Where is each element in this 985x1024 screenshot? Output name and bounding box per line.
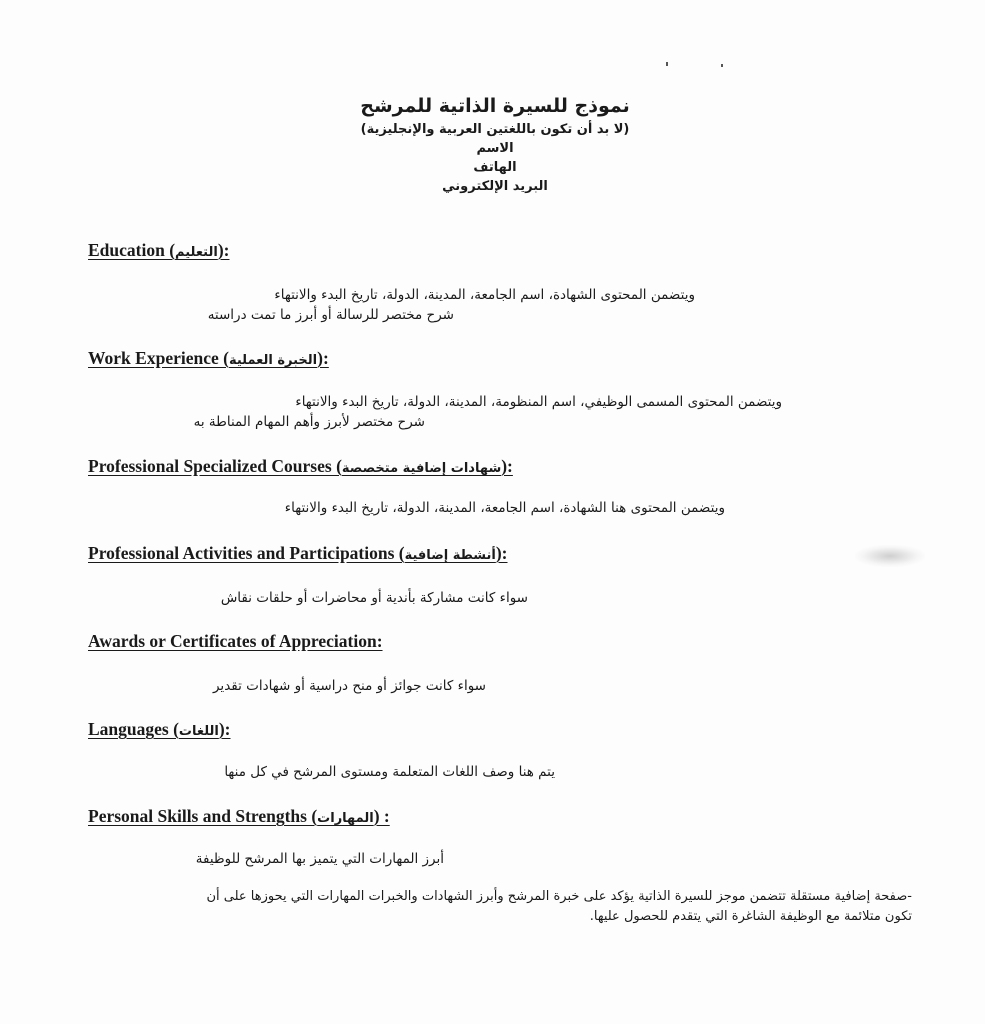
- section-text-work-experience: ويتضمن المحتوى المسمى الوظيفي، اسم المنظومة، المدينة، الدولة، تاريخ البدء والانتهاء: [295, 394, 782, 410]
- section-heading-languages: Languages (اللغات):: [88, 719, 231, 739]
- scan-speck: [666, 62, 668, 66]
- section-text-education: شرح مختصر للرسالة أو أبرز ما تمت دراسته: [207, 307, 454, 323]
- phone-label: الهاتف: [473, 160, 517, 175]
- scan-noise: [855, 545, 925, 567]
- section-text-activities: سواء كانت مشاركة بأندية أو محاضرات أو حلقات نقاش: [220, 590, 528, 606]
- page-subtitle: (لا بد أن تكون باللغتين العربية والإنجليزية): [360, 122, 630, 137]
- email-label: البريد الإلكتروني: [442, 179, 548, 194]
- section-heading-education: Education (التعليم):: [88, 240, 230, 260]
- section-heading-activities: Professional Activities and Participations (أنشطة إضافية):: [88, 543, 508, 563]
- closing-note: -صفحة إضافية مستقلة تتضمن موجز للسيرة الذاتية يؤكد على خبرة المرشح وأبرز الشهادات والخبرات المهارات التي يحوزها على أن تكون متلائمة مع الوظيفة الشاغرة التي يتقدم للحصول عليها.: [206, 889, 912, 924]
- section-text-skills: أبرز المهارات التي يتميز بها المرشح للوظيفة: [195, 851, 444, 867]
- page-title: نموذج للسيرة الذاتية للمرشح: [360, 95, 630, 117]
- section-text-specialized-courses: ويتضمن المحتوى هنا الشهادة، اسم الجامعة، المدينة، الدولة، تاريخ البدء والانتهاء: [284, 500, 725, 516]
- section-text-awards: سواء كانت جوائز أو منح دراسية أو شهادات تقدير: [212, 678, 486, 694]
- section-heading-specialized-courses: Professional Specialized Courses (شهادات إضافية متخصصة):: [88, 456, 513, 476]
- section-text-education: ويتضمن المحتوى الشهادة، اسم الجامعة، المدينة، الدولة، تاريخ البدء والانتهاء: [274, 287, 695, 303]
- section-text-languages: يتم هنا وصف اللغات المتعلمة ومستوى المرشح في كل منها: [224, 764, 555, 780]
- section-heading-awards: Awards or Certificates of Appreciation:: [88, 631, 383, 651]
- scan-speck: [721, 64, 723, 67]
- section-heading-skills: Personal Skills and Strengths (المهارات) :: [88, 806, 390, 826]
- section-heading-work-experience: Work Experience (الخبرة العملية):: [88, 348, 329, 368]
- document-header: [300, 92, 690, 196]
- name-label: الاسم: [476, 141, 514, 156]
- section-text-work-experience: شرح مختصر لأبرز وأهم المهام المناطة به: [193, 414, 425, 430]
